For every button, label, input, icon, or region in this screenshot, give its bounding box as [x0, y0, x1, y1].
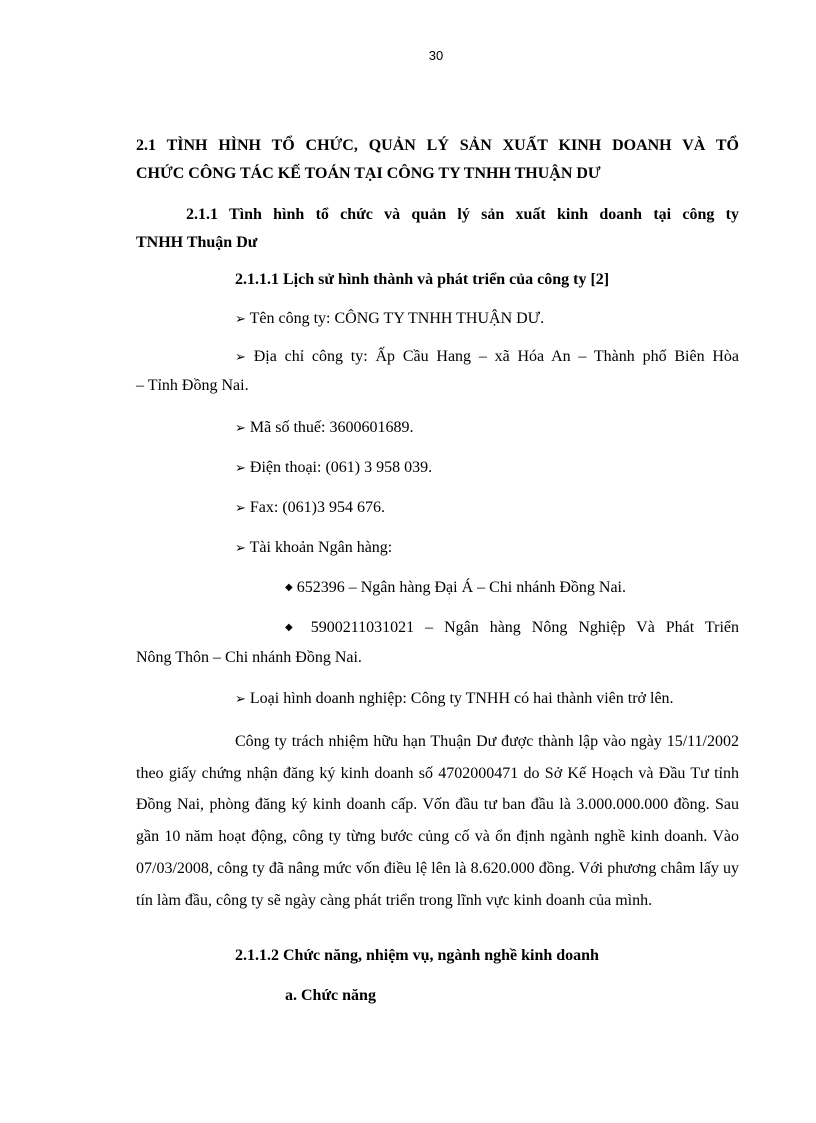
- page-number: 30: [428, 48, 444, 63]
- info-item-phone: [235, 458, 432, 479]
- bank-item-1: [285, 578, 626, 600]
- info-item-tax-code: [235, 418, 413, 439]
- section-heading-2-1-line-2: CHỨC CÔNG TÁC KẾ TOÁN TẠI CÔNG TY TNHH THUẬN DƯ: [136, 165, 601, 182]
- info-item-company-name: [235, 309, 544, 330]
- section-heading-2-1-1-line-1: 2.1.1 Tình hình tổ chức và quản lý sản xuất kinh doanh tại công ty: [186, 206, 739, 223]
- fax-text: Fax: (061)3 954 676.: [249, 499, 386, 516]
- arrow-bullet-icon: ➢: [235, 541, 246, 556]
- section-heading-2-1: [136, 132, 739, 188]
- address-line-1: [136, 343, 739, 372]
- history-paragraph: Công ty trách nhiệm hữu hạn Thuận Dư được thành lập vào ngày 15/11/2002 theo giấy chứng nhận đăng ký kinh doanh số 4702000471 do Sở Kế Hoạch và Đầu Tư tỉnh Đồng Nai, phòng đăng ký kinh doanh cấp. Vốn đầu tư ban đầu là 3.000.000.000 đồng. Sau gần 10 năm hoạt động, công ty từng bước củng cố và ổn định ngành nghề kinh doanh. Vào 07/03/2008, công ty đã nâng mức vốn điều lệ lên là 8.620.000 đồng. Với phương châm lấy uy tín làm đầu, công ty sẽ ngày càng phát triển trong lĩnh vực kinh doanh của mình.: [136, 733, 739, 909]
- section-heading-2-1-1-1: 2.1.1.1 Lịch sử hình thành và phát triển của công ty [2]: [235, 271, 610, 288]
- info-item-fax: [235, 498, 385, 519]
- bank-2-text-1: 5900211031021 – Ngân hàng Nông Nghiệp Và Phát Triển: [310, 619, 740, 636]
- arrow-bullet-icon: ➢: [235, 350, 246, 365]
- section-heading-2-1-1-2: 2.1.1.2 Chức năng, nhiệm vụ, ngành nghề kinh doanh: [235, 947, 599, 964]
- diamond-bullet-icon: ◆: [285, 622, 300, 633]
- section-heading-2-1-line-1: 2.1 TÌNH HÌNH TỔ CHỨC, QUẢN LÝ SẢN XUẤT KINH DOANH VÀ TỔ: [136, 137, 739, 154]
- bank-accounts-text: Tài khoản Ngân hàng:: [249, 539, 393, 556]
- diamond-bullet-icon: ◆: [285, 582, 293, 593]
- info-item-address: [136, 343, 739, 400]
- subheading-a-function: a. Chức năng: [285, 987, 376, 1004]
- address-line-2: – Tỉnh Đồng Nai.: [136, 377, 249, 394]
- arrow-bullet-icon: ➢: [235, 312, 246, 327]
- bank-2-line-1: [136, 614, 739, 644]
- section-heading-2-1-1-line-2: TNHH Thuận Dư: [136, 234, 258, 251]
- arrow-bullet-icon: ➢: [235, 501, 246, 516]
- arrow-bullet-icon: ➢: [235, 421, 246, 436]
- section-heading-2-1-1: [136, 201, 739, 257]
- info-item-business-type: [235, 689, 674, 710]
- bank-item-2: [136, 614, 739, 672]
- bank-1-text: 652396 – Ngân hàng Đại Á – Chi nhánh Đồng Nai.: [296, 579, 626, 596]
- info-item-bank-accounts: [235, 538, 392, 559]
- arrow-bullet-icon: ➢: [235, 692, 246, 707]
- address-text-1: Địa chỉ công ty: Ấp Cầu Hang – xã Hóa An – Thành phố Biên Hòa: [253, 348, 740, 365]
- phone-text: Điện thoại: (061) 3 958 039.: [249, 459, 433, 476]
- business-type-text: Loại hình doanh nghiệp: Công ty TNHH có hai thành viên trở lên.: [249, 690, 674, 707]
- company-name-text: Tên công ty: CÔNG TY TNHH THUẬN DƯ.: [249, 310, 545, 327]
- bank-2-line-2: Nông Thôn – Chi nhánh Đồng Nai.: [136, 649, 362, 666]
- arrow-bullet-icon: ➢: [235, 461, 246, 476]
- tax-code-text: Mã số thuế: 3600601689.: [249, 419, 414, 436]
